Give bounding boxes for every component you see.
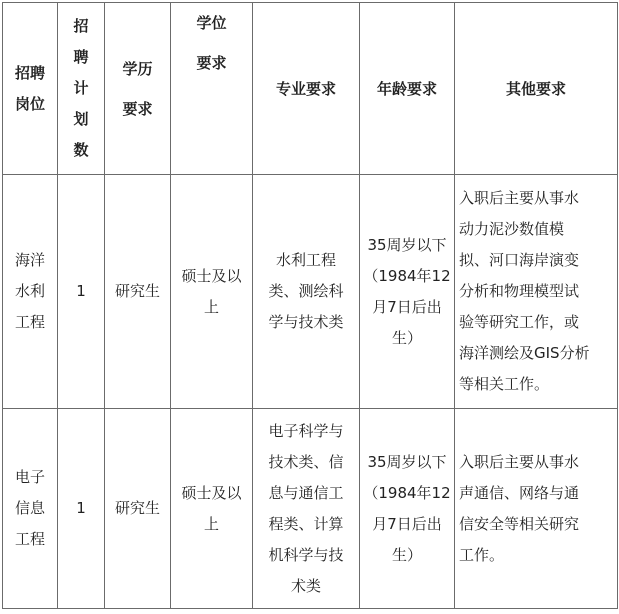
position-cell [3, 175, 58, 409]
age-line: 月7日后出 [372, 297, 442, 316]
header-degree-line: 要求 [196, 54, 227, 72]
major-line: 类、测绘科 [268, 282, 344, 300]
other-cell [455, 409, 618, 609]
header-plan [58, 3, 105, 175]
header-education [105, 3, 171, 175]
header-position [3, 3, 58, 175]
other-cell [455, 175, 618, 409]
position-line: 电子 [14, 468, 45, 486]
major-line: 技术类、信 [268, 452, 344, 471]
age-line: 35周岁以下 [367, 452, 447, 471]
position-line: 海洋 [14, 251, 45, 269]
major-line: 术类 [290, 576, 321, 595]
header-plan-char: 聘 [73, 48, 89, 66]
major-line: 学与技术类 [268, 313, 344, 331]
degree-line: 上 [203, 514, 219, 533]
other-line: 海洋测绘及GIS分析 [459, 344, 590, 362]
major-cell [253, 175, 360, 409]
other-line: 工作。 [459, 545, 505, 564]
degree-cell [171, 409, 253, 609]
education-cell: 研究生 [105, 175, 171, 409]
education-cell: 研究生 [105, 409, 171, 609]
plan-cell: 1 [58, 409, 105, 609]
other-line: 分析和物理模型试 [459, 282, 580, 300]
major-line: 机科学与技 [268, 545, 344, 564]
header-plan-char: 招 [73, 17, 89, 35]
recruitment-table [2, 2, 618, 609]
position-line: 工程 [14, 530, 45, 548]
age-cell [360, 175, 455, 409]
table-row [3, 175, 618, 409]
age-line: 35周岁以下 [367, 235, 447, 254]
degree-line: 硕士及以 [181, 266, 242, 285]
header-position-line: 招聘 [14, 63, 45, 82]
degree-cell [171, 175, 253, 409]
other-line: 验等研究工作，或 [459, 313, 580, 331]
other-line: 入职后主要从事水 [459, 189, 580, 207]
position-line: 工程 [14, 313, 45, 331]
header-plan-char: 计 [73, 79, 89, 97]
table-row [3, 409, 618, 609]
header-other: 其他要求 [455, 3, 618, 175]
header-plan-char: 数 [73, 141, 89, 159]
age-line: （1984年12 [363, 266, 451, 285]
age-line: 生） [391, 328, 422, 347]
major-cell [253, 409, 360, 609]
major-line: 息与通信工 [268, 483, 344, 502]
plan-cell: 1 [58, 175, 105, 409]
other-line: 声通信、网络与通 [459, 483, 580, 502]
other-line: 拟、河口海岸演变 [459, 251, 580, 269]
degree-line: 上 [203, 297, 219, 316]
header-major: 专业要求 [253, 3, 360, 175]
other-line: 动力泥沙数值模 [459, 220, 565, 238]
other-line: 信安全等相关研究 [459, 514, 580, 533]
major-line: 程类、计算 [268, 514, 344, 533]
age-line: 月7日后出 [372, 514, 442, 533]
header-degree-line: 学位 [196, 14, 227, 32]
header-degree [171, 3, 253, 175]
major-line: 电子科学与 [268, 421, 344, 440]
header-education-line: 学历 [122, 59, 153, 78]
header-age: 年龄要求 [360, 3, 455, 175]
age-line: （1984年12 [363, 483, 451, 502]
header-row [3, 3, 618, 175]
position-cell [3, 409, 58, 609]
other-line: 入职后主要从事水 [459, 452, 580, 471]
age-cell [360, 409, 455, 609]
major-line: 水利工程 [275, 251, 336, 269]
header-education-line: 要求 [122, 99, 153, 118]
age-line: 生） [391, 545, 422, 564]
header-position-line: 岗位 [14, 94, 45, 113]
degree-line: 硕士及以 [181, 483, 242, 502]
header-plan-char: 划 [73, 110, 89, 128]
position-line: 水利 [14, 282, 45, 300]
position-line: 信息 [14, 499, 45, 517]
other-line: 等相关工作。 [459, 375, 550, 393]
